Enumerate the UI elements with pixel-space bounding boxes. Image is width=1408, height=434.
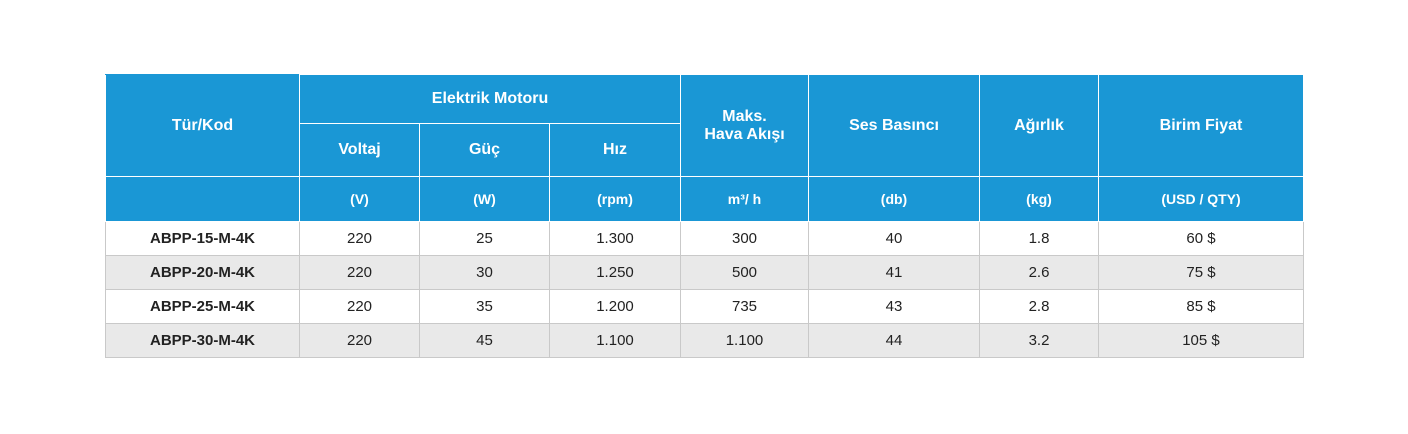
product-spec-table — [105, 74, 1304, 358]
header-hiz: Hız — [550, 124, 681, 177]
table-row — [106, 222, 1304, 256]
header-agirlik: Ağırlık — [980, 75, 1099, 177]
cell-fiyat: 85 $ — [1099, 290, 1304, 324]
unit-ses: (db) — [809, 177, 980, 222]
cell-hiz: 1.250 — [550, 256, 681, 290]
cell-voltaj: 220 — [300, 222, 420, 256]
cell-agirlik: 3.2 — [980, 324, 1099, 358]
cell-agirlik: 2.8 — [980, 290, 1099, 324]
cell-voltaj: 220 — [300, 290, 420, 324]
cell-code: ABPP-25-M-4K — [106, 290, 300, 324]
cell-agirlik: 2.6 — [980, 256, 1099, 290]
cell-code: ABPP-30-M-4K — [106, 324, 300, 358]
header-maks-hava-akisi — [681, 75, 809, 177]
header-guc: Güç — [420, 124, 550, 177]
cell-hava: 735 — [681, 290, 809, 324]
unit-agirlik: (kg) — [980, 177, 1099, 222]
header-voltaj: Voltaj — [300, 124, 420, 177]
unit-voltaj: (V) — [300, 177, 420, 222]
cell-guc: 35 — [420, 290, 550, 324]
cell-hiz: 1.100 — [550, 324, 681, 358]
unit-guc: (W) — [420, 177, 550, 222]
unit-tur-kod — [106, 177, 300, 222]
header-elektrik-motoru: Elektrik Motoru — [300, 75, 681, 124]
cell-guc: 25 — [420, 222, 550, 256]
table-row — [106, 324, 1304, 358]
unit-fiyat: (USD / QTY) — [1099, 177, 1304, 222]
table-row — [106, 290, 1304, 324]
cell-ses: 41 — [809, 256, 980, 290]
cell-code: ABPP-20-M-4K — [106, 256, 300, 290]
cell-hava: 1.100 — [681, 324, 809, 358]
header-tur-kod: Tür/Kod — [106, 75, 300, 177]
cell-hiz: 1.300 — [550, 222, 681, 256]
cell-hava: 300 — [681, 222, 809, 256]
unit-hava: m³/ h — [681, 177, 809, 222]
cell-guc: 30 — [420, 256, 550, 290]
cell-agirlik: 1.8 — [980, 222, 1099, 256]
header-birim-fiyat: Birim Fiyat — [1099, 75, 1304, 177]
header-maks-line1: Maks. — [722, 107, 767, 125]
table-row — [106, 256, 1304, 290]
cell-ses: 40 — [809, 222, 980, 256]
cell-ses: 44 — [809, 324, 980, 358]
cell-code: ABPP-15-M-4K — [106, 222, 300, 256]
cell-voltaj: 220 — [300, 256, 420, 290]
table-header — [106, 75, 1304, 222]
cell-voltaj: 220 — [300, 324, 420, 358]
header-ses-basinci: Ses Basıncı — [809, 75, 980, 177]
cell-fiyat: 105 $ — [1099, 324, 1304, 358]
cell-guc: 45 — [420, 324, 550, 358]
cell-fiyat: 60 $ — [1099, 222, 1304, 256]
cell-hava: 500 — [681, 256, 809, 290]
cell-hiz: 1.200 — [550, 290, 681, 324]
table-body — [106, 222, 1304, 358]
header-maks-line2: Hava Akışı — [704, 125, 785, 143]
unit-hiz: (rpm) — [550, 177, 681, 222]
cell-fiyat: 75 $ — [1099, 256, 1304, 290]
cell-ses: 43 — [809, 290, 980, 324]
